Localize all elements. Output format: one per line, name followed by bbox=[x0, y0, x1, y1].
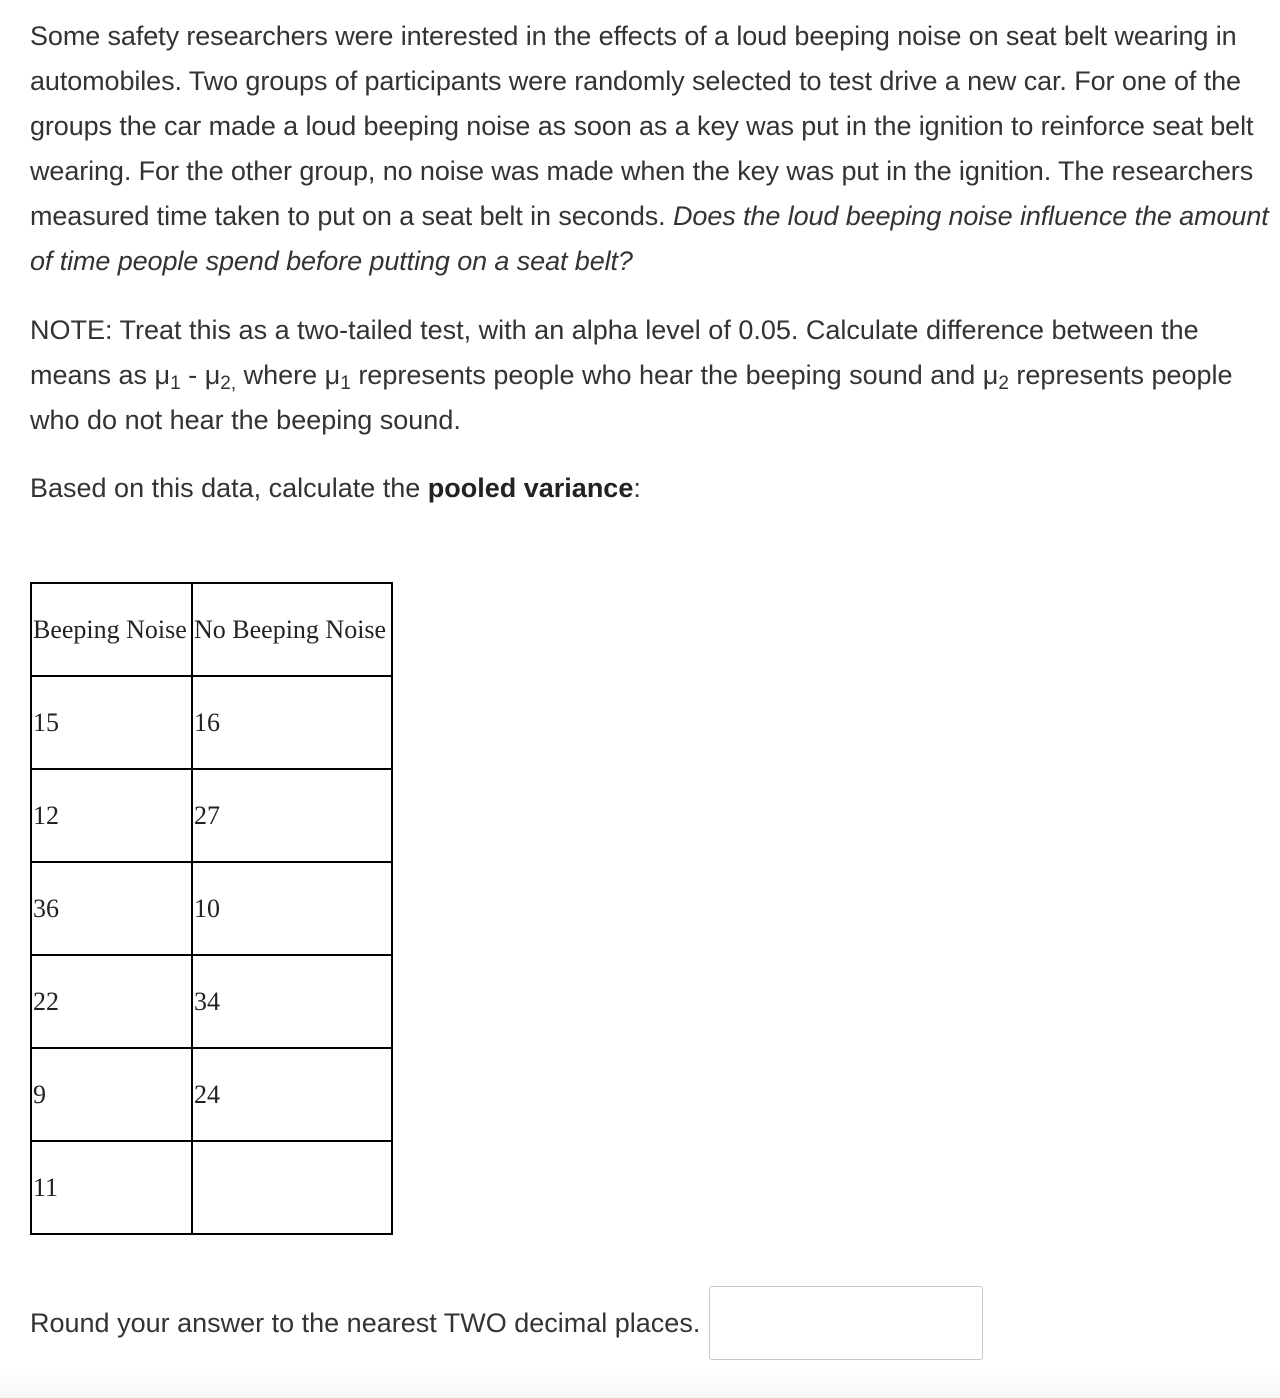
note-text-2: - μ bbox=[180, 360, 221, 390]
research-question: Does the loud beeping noise influence the amount of time people spend before putting on a seat belt? bbox=[30, 201, 1269, 276]
question-content bbox=[30, 14, 1280, 511]
table-row bbox=[31, 676, 392, 769]
table-cell bbox=[192, 1141, 392, 1234]
table-row bbox=[31, 955, 392, 1048]
column-header-beeping: Beeping Noise bbox=[31, 583, 192, 676]
column-header-no-beeping: No Beeping Noise bbox=[192, 583, 392, 676]
table-row bbox=[31, 1048, 392, 1141]
table-cell: 34 bbox=[192, 955, 392, 1048]
prompt-text: Based on this data, calculate the bbox=[30, 473, 428, 503]
table-row bbox=[31, 769, 392, 862]
prompt-suffix: : bbox=[633, 473, 641, 503]
table-cell: 36 bbox=[31, 862, 192, 955]
table-cell: 11 bbox=[31, 1141, 192, 1234]
note-subscript-2: 2, bbox=[220, 373, 237, 394]
table-cell: 24 bbox=[192, 1048, 392, 1141]
table-row bbox=[31, 862, 392, 955]
note-subscript-4: 2 bbox=[998, 373, 1009, 394]
intro-text: Some safety researchers were interested in the effects of a loud beeping noise on seat belt wearing in automobiles. Two groups of participants were randomly selected to test drive a new car. For one of the groups the car made a loud beeping noise as soon as a key was put in the ignition to reinforce seat belt wearing. For the other group, no noise was made when the key was put in the ignition. The researchers measured time taken to put on a seat belt in seconds. bbox=[30, 21, 1254, 231]
table-cell: 12 bbox=[31, 769, 192, 862]
note-subscript-3: 1 bbox=[340, 373, 351, 394]
note-text-3: where μ bbox=[236, 360, 341, 390]
table-header-row bbox=[31, 583, 392, 676]
table-cell: 15 bbox=[31, 676, 192, 769]
table-cell: 16 bbox=[192, 676, 392, 769]
table-cell: 9 bbox=[31, 1048, 192, 1141]
table-cell: 27 bbox=[192, 769, 392, 862]
answer-row bbox=[30, 1286, 983, 1360]
question-prompt bbox=[30, 466, 1280, 511]
table-row bbox=[31, 1141, 392, 1234]
table-cell: 22 bbox=[31, 955, 192, 1048]
answer-input[interactable] bbox=[709, 1286, 983, 1360]
data-table bbox=[30, 582, 393, 1235]
note-text-1: NOTE: Treat this as a two-tailed test, with an alpha level of 0.05. Calculate difference between the means as μ bbox=[30, 315, 1199, 390]
bottom-shadow bbox=[0, 1368, 1280, 1398]
note-paragraph bbox=[30, 308, 1280, 443]
note-text-5: represents people who do not hear the beeping sound. bbox=[30, 360, 1233, 435]
prompt-emphasis: pooled variance bbox=[427, 473, 634, 503]
question-intro bbox=[30, 14, 1280, 284]
table-cell: 10 bbox=[192, 862, 392, 955]
note-subscript-1: 1 bbox=[170, 373, 181, 394]
note-text-4: represents people who hear the beeping sound and μ bbox=[350, 360, 999, 390]
answer-instruction: Round your answer to the nearest TWO decimal places. bbox=[30, 1307, 701, 1338]
